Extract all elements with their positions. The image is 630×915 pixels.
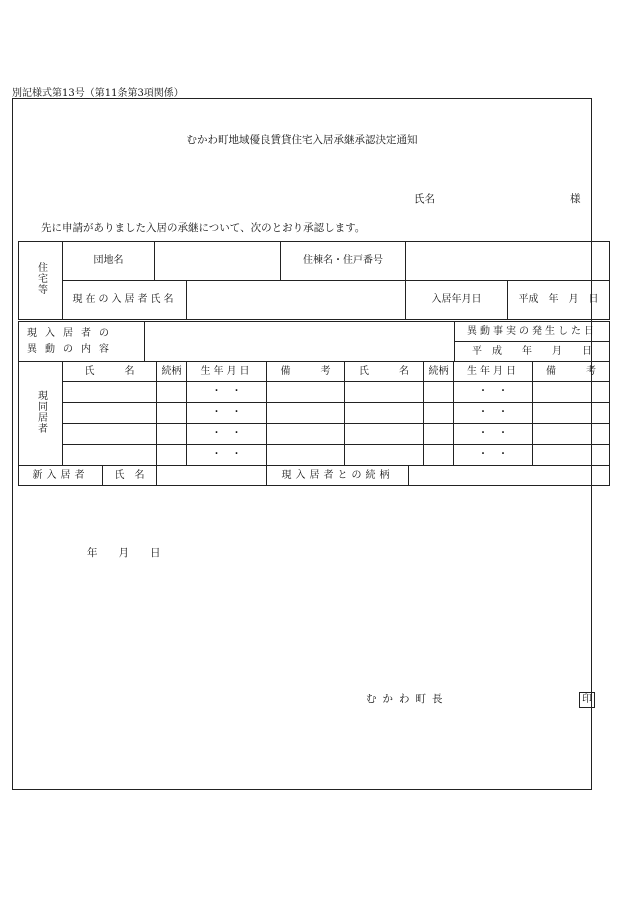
cell-name-1[interactable] [63,403,157,424]
cell-birthdate-1[interactable]: ・ ・ [187,424,267,445]
header-remarks-1: 備 考 [267,362,345,382]
cell-remarks-2[interactable] [533,424,610,445]
housing-section-label: 住宅等 [19,242,63,320]
header-name-1: 氏 名 [63,362,157,382]
header-birthdate-2: 生年月日 [454,362,533,382]
cell-relation-2[interactable] [424,403,454,424]
cell-remarks-2[interactable] [533,403,610,424]
cell-remarks-1[interactable] [267,445,345,466]
new-tenant-table [18,465,610,486]
table-row [19,382,610,403]
cohabitants-section-label: 現同居者 [19,362,63,466]
cell-name-1[interactable] [63,424,157,445]
cohabitants-table [18,361,610,466]
addressee-name-label: 氏名 [414,193,435,205]
change-table [18,321,610,362]
cell-name-1[interactable] [63,445,157,466]
header-relation-2: 続柄 [424,362,454,382]
change-content[interactable] [145,322,455,362]
cell-name-2[interactable] [345,382,424,403]
cell-birthdate-1[interactable]: ・ ・ [187,382,267,403]
cell-relation-2[interactable] [424,445,454,466]
complex-name-label: 団地名 [63,242,155,281]
housing-table [18,241,610,320]
issuer-name: むかわ町長 [366,693,449,705]
relation-label: 現入居者との続柄 [267,466,409,486]
cell-remarks-1[interactable] [267,424,345,445]
change-label: 現入居者の 異動の内容 [19,322,145,362]
relation-value[interactable] [409,466,610,486]
form-frame [12,98,599,790]
header-relation-1: 続柄 [157,362,187,382]
table-row [19,403,610,424]
header-remarks-2: 備 考 [533,362,610,382]
current-tenant-value[interactable] [187,281,406,320]
cell-remarks-2[interactable] [533,382,610,403]
cell-name-2[interactable] [345,445,424,466]
form-number: 別記様式第13号（第11条第3項関係） [12,88,184,99]
move-in-date-label: 入居年月日 [406,281,508,320]
header-name-2: 氏 名 [345,362,424,382]
unit-number-value[interactable] [406,242,610,281]
cell-birthdate-2[interactable]: ・ ・ [454,445,533,466]
cell-remarks-2[interactable] [533,445,610,466]
table-row [19,424,610,445]
cell-relation-1[interactable] [157,424,187,445]
cell-relation-2[interactable] [424,424,454,445]
cell-relation-1[interactable] [157,382,187,403]
cell-name-2[interactable] [345,403,424,424]
cell-birthdate-1[interactable]: ・ ・ [187,445,267,466]
cell-remarks-1[interactable] [267,382,345,403]
table-row [19,445,610,466]
seal-mark: 印 [579,692,595,708]
cell-birthdate-1[interactable]: ・ ・ [187,403,267,424]
cell-birthdate-2[interactable]: ・ ・ [454,403,533,424]
current-tenant-label: 現在の入居者氏名 [63,281,187,320]
cell-remarks-1[interactable] [267,403,345,424]
cell-name-1[interactable] [63,382,157,403]
cell-birthdate-2[interactable]: ・ ・ [454,424,533,445]
cell-relation-1[interactable] [157,445,187,466]
unit-number-label: 住棟名・住戸番号 [281,242,406,281]
complex-name-value[interactable] [155,242,281,281]
move-in-date-value[interactable]: 平成 年 月 日 [508,281,610,320]
new-tenant-name-label: 氏 名 [103,466,157,486]
cell-name-2[interactable] [345,424,424,445]
issue-date: 年 月 日 [87,547,161,559]
new-tenant-label: 新入居者 [19,466,103,486]
new-tenant-name-value[interactable] [157,466,267,486]
intro-text: 先に申請がありました入居の承継について、次のとおり承認します。 [41,222,366,234]
addressee-honorific: 様 [570,193,581,205]
change-date-value[interactable]: 平 成 年 月 日 [455,342,610,362]
document-title: むかわ町地域優良賃貸住宅入居承継承認決定通知 [186,134,418,146]
cell-birthdate-2[interactable]: ・ ・ [454,382,533,403]
cell-relation-1[interactable] [157,403,187,424]
cell-relation-2[interactable] [424,382,454,403]
change-date-label: 異動事実の発生した日 [455,322,610,342]
header-birthdate-1: 生年月日 [187,362,267,382]
